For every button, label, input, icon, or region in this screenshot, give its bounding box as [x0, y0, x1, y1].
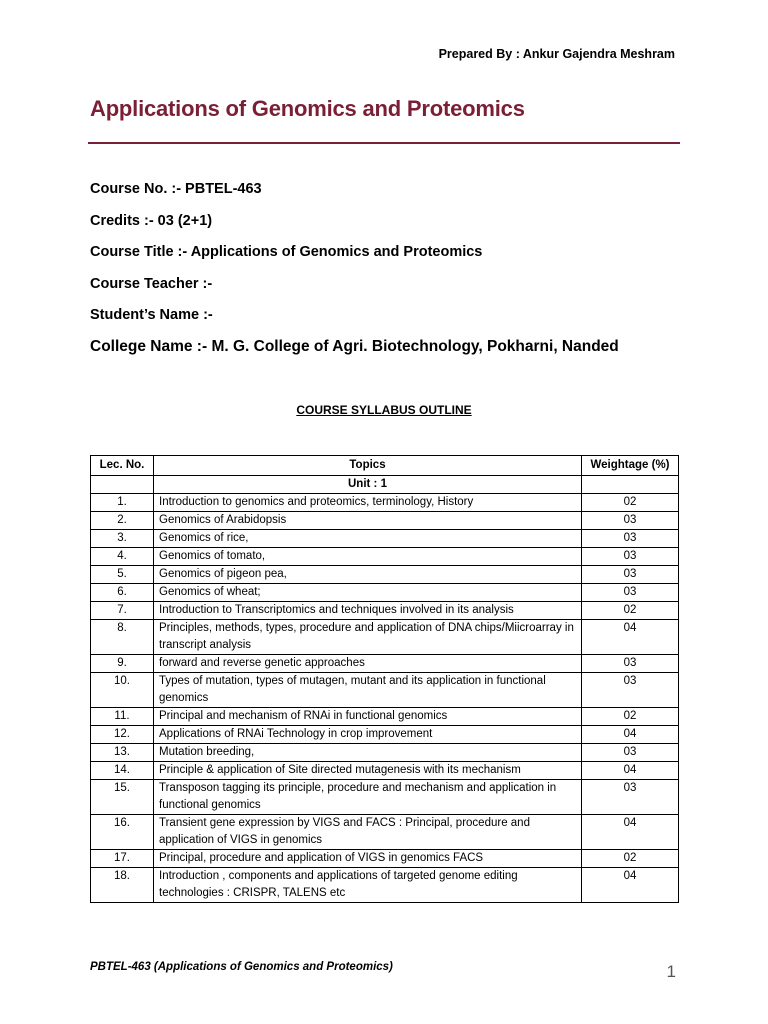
- row-topic: Principal, procedure and application of VIGS in genomics FACS: [154, 850, 582, 868]
- table-row: [91, 512, 679, 530]
- row-topic: Introduction to Transcriptomics and techniques involved in its analysis: [154, 602, 582, 620]
- header-weightage: Weightage (%): [582, 456, 679, 476]
- row-lec-no: 11.: [91, 708, 154, 726]
- table-row: [91, 620, 679, 655]
- unit-blank-weight: [582, 476, 679, 494]
- student-name: Student’s Name :-: [90, 307, 213, 323]
- row-weightage: 04: [582, 620, 679, 655]
- header-topics: Topics: [154, 456, 582, 476]
- row-weightage: 03: [582, 566, 679, 584]
- outline-heading: COURSE SYLLABUS OUTLINE: [296, 403, 472, 417]
- footer-course: PBTEL-463 (Applications of Genomics and Proteomics): [90, 961, 393, 973]
- row-lec-no: 18.: [91, 868, 154, 903]
- row-topic: Introduction to genomics and proteomics, terminology, History: [154, 494, 582, 512]
- row-weightage: 04: [582, 815, 679, 850]
- table-row: [91, 655, 679, 673]
- row-weightage: 03: [582, 673, 679, 708]
- course-title: Course Title :- Applications of Genomics and Proteomics: [90, 244, 483, 260]
- row-weightage: 04: [582, 868, 679, 903]
- prepared-by: Prepared By : Ankur Gajendra Meshram: [438, 47, 675, 61]
- header-lec-no: Lec. No.: [91, 456, 154, 476]
- row-weightage: 04: [582, 726, 679, 744]
- table-row: [91, 530, 679, 548]
- row-topic: Principles, methods, types, procedure and application of DNA chips/Miicroarray in transcript analysis: [154, 620, 582, 655]
- row-weightage: 02: [582, 494, 679, 512]
- unit-row: [91, 476, 679, 494]
- row-weightage: 03: [582, 744, 679, 762]
- title-divider: [88, 142, 680, 144]
- row-weightage: 02: [582, 602, 679, 620]
- row-topic: Types of mutation, types of mutagen, mutant and its application in functional genomics: [154, 673, 582, 708]
- table-row: [91, 780, 679, 815]
- course-number: Course No. :- PBTEL-463: [90, 181, 262, 197]
- table-row: [91, 762, 679, 780]
- row-topic: Mutation breeding,: [154, 744, 582, 762]
- row-topic: Principle & application of Site directed mutagenesis with its mechanism: [154, 762, 582, 780]
- course-teacher: Course Teacher :-: [90, 275, 213, 292]
- unit-blank-lec: [91, 476, 154, 494]
- row-lec-no: 3.: [91, 530, 154, 548]
- table-header-row: [91, 456, 679, 476]
- row-topic: Genomics of rice,: [154, 530, 582, 548]
- course-meta: [90, 179, 619, 368]
- row-weightage: 03: [582, 584, 679, 602]
- unit-label: Unit : 1: [154, 476, 582, 494]
- row-lec-no: 7.: [91, 602, 154, 620]
- table-row: [91, 726, 679, 744]
- table-row: [91, 566, 679, 584]
- row-lec-no: 1.: [91, 494, 154, 512]
- row-topic: forward and reverse genetic approaches: [154, 655, 582, 673]
- row-weightage: 02: [582, 850, 679, 868]
- row-weightage: 03: [582, 530, 679, 548]
- outline-heading-wrap: [0, 401, 768, 419]
- row-topic: Genomics of Arabidopsis: [154, 512, 582, 530]
- page-number: 1: [666, 962, 676, 981]
- table-row: [91, 602, 679, 620]
- row-weightage: 03: [582, 548, 679, 566]
- row-lec-no: 8.: [91, 620, 154, 655]
- row-lec-no: 4.: [91, 548, 154, 566]
- row-lec-no: 6.: [91, 584, 154, 602]
- row-topic: Transient gene expression by VIGS and FACS : Principal, procedure and application of VIGS in genomics: [154, 815, 582, 850]
- row-topic: Transposon tagging its principle, procedure and mechanism and application in functional genomics: [154, 780, 582, 815]
- row-lec-no: 10.: [91, 673, 154, 708]
- row-weightage: 03: [582, 655, 679, 673]
- row-weightage: 02: [582, 708, 679, 726]
- table-row: [91, 744, 679, 762]
- row-lec-no: 14.: [91, 762, 154, 780]
- row-topic: Genomics of wheat;: [154, 584, 582, 602]
- row-lec-no: 5.: [91, 566, 154, 584]
- row-topic: Genomics of tomato,: [154, 548, 582, 566]
- table-row: [91, 850, 679, 868]
- row-weightage: 04: [582, 762, 679, 780]
- table-row: [91, 673, 679, 708]
- table-row: [91, 868, 679, 903]
- syllabus-table: [90, 455, 679, 903]
- row-lec-no: 2.: [91, 512, 154, 530]
- table-row: [91, 708, 679, 726]
- row-lec-no: 13.: [91, 744, 154, 762]
- college-name: College Name :- M. G. College of Agri. Biotechnology, Pokharni, Nanded: [90, 337, 619, 355]
- row-lec-no: 9.: [91, 655, 154, 673]
- row-lec-no: 16.: [91, 815, 154, 850]
- row-lec-no: 15.: [91, 780, 154, 815]
- row-lec-no: 12.: [91, 726, 154, 744]
- row-topic: Principal and mechanism of RNAi in functional genomics: [154, 708, 582, 726]
- table-row: [91, 584, 679, 602]
- document-title: Applications of Genomics and Proteomics: [90, 96, 525, 121]
- row-weightage: 03: [582, 512, 679, 530]
- row-topic: Applications of RNAi Technology in crop improvement: [154, 726, 582, 744]
- table-row: [91, 494, 679, 512]
- row-topic: Introduction , components and applications of targeted genome editing technologies : CRISPR, TALENS etc: [154, 868, 582, 903]
- table-row: [91, 548, 679, 566]
- row-lec-no: 17.: [91, 850, 154, 868]
- row-weightage: 03: [582, 780, 679, 815]
- table-row: [91, 815, 679, 850]
- row-topic: Genomics of pigeon pea,: [154, 566, 582, 584]
- course-credits: Credits :- 03 (2+1): [90, 212, 213, 229]
